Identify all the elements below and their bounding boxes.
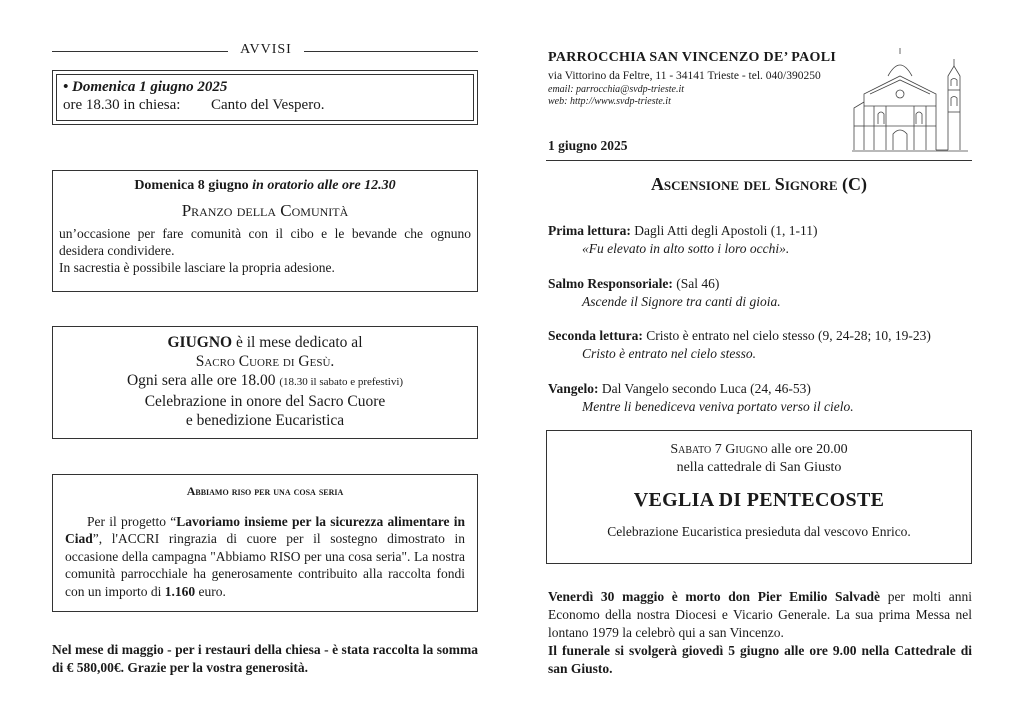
rice-project-name: Lavoriamo insieme per la sicurezza alimentare in Ciad [65, 513, 465, 546]
vigil-time: alle ore 20.00 [767, 442, 848, 457]
notice-vespers [56, 74, 474, 121]
funeral-notice: Il funerale si svolgerà giovedì 5 giugno alle ore 9.00 nella Cattedrale di san Giusto. [548, 643, 972, 676]
obituary-headline: Venerdì 30 maggio è morto don Pier Emilio Salvadè [548, 589, 881, 604]
notice-pentecost-vigil [546, 430, 972, 564]
reading-psalm: Salmo Responsoriale: (Sal 46) Ascende il Signore tra canti di gioia. [548, 276, 781, 309]
rice-amount: 1.160 [164, 583, 196, 599]
header-rule [546, 160, 972, 161]
avvisi-rule-left [52, 51, 228, 52]
avvisi-rule-right [304, 51, 478, 52]
issue-date: 1 giugno 2025 [548, 138, 628, 153]
lunch-date: Domenica 8 giugno [134, 178, 249, 193]
reading-second: Seconda lettura: Cristo è entrato nel cielo stesso (9, 24-28; 10, 19-23) Cristo è entrato nel cielo stesso. [548, 328, 931, 361]
avvisi-title: AVVISI [240, 42, 292, 57]
parish-web: web: http://www.svdp-trieste.it [548, 96, 671, 107]
vespers-event: Canto del Vespero. [211, 97, 325, 113]
lunch-place: in oratorio alle ore 12.30 [252, 178, 396, 193]
lunch-title: Pranzo della Comunità [181, 201, 349, 220]
feast-title: Ascensione del Signore (C) [650, 174, 868, 194]
parish-address: via Vittorino da Feltre, 11 - 34141 Trieste - tel. 040/390250 [548, 70, 821, 82]
lunch-signup: In sacrestia è possibile lasciare la propria adesione. [59, 260, 335, 275]
reading-gospel: Vangelo: Dal Vangelo secondo Luca (24, 46-53) Mentre li benediceva veniva portato verso il cielo. [548, 381, 854, 414]
vigil-title: VEGLIA DI PENTECOSTE [633, 489, 885, 511]
rice-paragraph: Per il progetto “Lavoriamo insieme per la sicurezza alimentare in Ciad”, l'ACCRI ringrazia di cuore per il sostegno dimostrato in occasione della campagna "Abbiamo RISO per una cosa seria". La nostra comunità parrocchiale ha generosamente contribuito alla raccolta fondi con un importo di 1.160 euro. [65, 513, 465, 599]
obituary: Venerdì 30 maggio è morto don Pier Emilio Salvadè per molti anni Economo della nostra Diocesi e Vicario Generale. La sua prima Messa nel lontano 1979 la celebrò qui a san Vincenzo. Il funerale si svolgerà giovedì 5 giugno alle ore 9.00 nella Cattedrale di san Giusto. [548, 589, 972, 676]
vespers-time: ore 18.30 in chiesa: [63, 97, 181, 113]
notice-sacred-heart [52, 326, 478, 439]
notice-rice-campaign [52, 474, 478, 612]
lunch-desc: un’occasione per fare comunità con il cibo e le bevande che ognuno desidera condividere. [59, 226, 471, 258]
june-word: GIUGNO [167, 334, 233, 351]
benediction-line: e benedizione Eucaristica [185, 412, 345, 429]
vigil-date: Sabato 7 Giugno [670, 442, 768, 457]
reading-first: Prima lettura: Dagli Atti degli Apostoli (1, 1-11) «Fu elevato in alto sotto i loro occhi». [548, 223, 818, 256]
saturday-note: (18.30 il sabato e prefestivi) [279, 376, 404, 388]
celebration-line: Celebrazione in onore del Sacro Cuore [144, 393, 386, 410]
may-donations: Nel mese di maggio - per i restauri della chiesa - è stata raccolta la somma di € 580,00€. Grazie per la vostra generosità. [52, 642, 478, 675]
sacred-heart-name: Sacro Cuore di Gesù. [195, 353, 335, 370]
church-drawing [850, 46, 972, 154]
vigil-place: nella cattedrale di San Giusto [676, 460, 842, 475]
parish-name: PARROCCHIA SAN VINCENZO DE’ PAOLI [548, 50, 837, 65]
june-dedication: è il mese dedicato al [235, 334, 363, 351]
vigil-celebrant: Celebrazione Eucaristica presieduta dal vescovo Enrico. [607, 524, 911, 539]
rice-header: Abbiamo riso per una cosa seria [186, 484, 344, 498]
vespers-date: • Domenica 1 giugno 2025 [63, 79, 228, 95]
parish-email: email: parrocchia@svdp-trieste.it [548, 84, 685, 95]
notice-community-lunch [52, 170, 478, 292]
evening-time: Ogni sera alle ore 18.00 [126, 372, 276, 389]
